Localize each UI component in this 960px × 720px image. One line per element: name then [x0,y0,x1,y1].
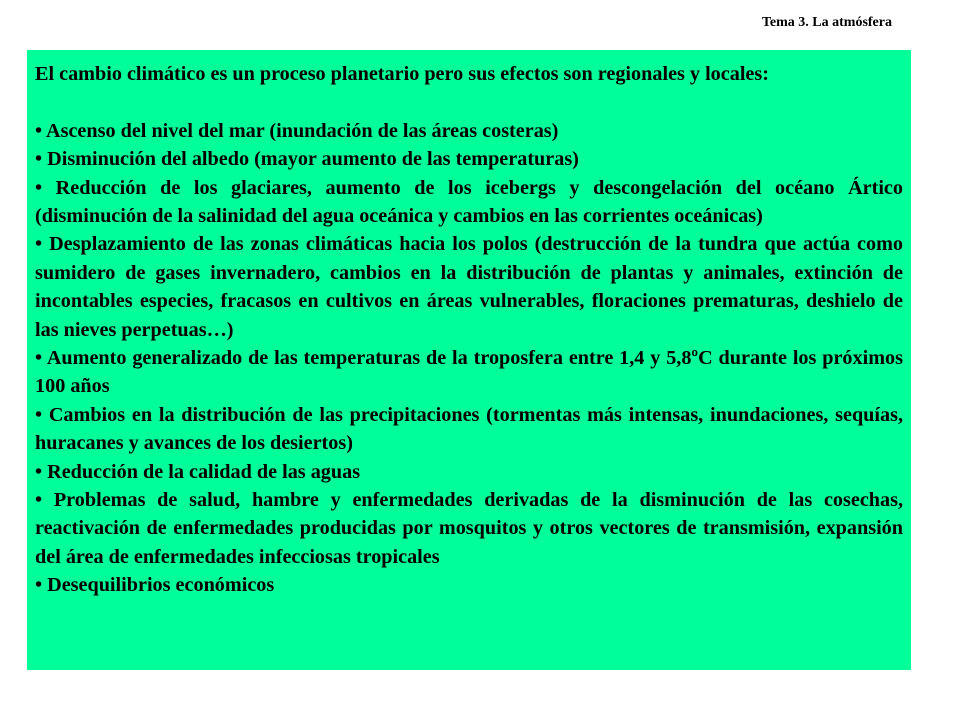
page-header-title: Tema 3. La atmósfera [761,15,892,30]
content-panel [27,50,911,670]
list-item [35,344,903,401]
effects-list [35,117,903,600]
list-item [35,486,903,571]
list-item [35,458,903,486]
list-item-text: Desequilibrios económicos [47,574,275,597]
bullet-icon: • [35,233,43,256]
bullet-icon: • [35,574,43,597]
bullet-icon: • [35,148,43,171]
bullet-icon: • [35,403,43,426]
list-item-text: Cambios en la distribución de las precipitaciones (tormentas más intensas, inundaciones, sequías, huracanes y avances de los desiertos) [35,403,903,455]
bullet-icon: • [35,176,43,199]
bullet-icon: • [35,460,43,483]
list-item-text: Disminución del albedo (mayor aumento de las temperaturas) [47,148,579,171]
list-item [35,230,903,344]
list-item-text: Reducción de los glaciares, aumento de los icebergs y descongelación del océano Ártico (disminución de la salinidad del agua oceánica y cambios en las corrientes oceánicas) [35,176,903,228]
list-item-text: Desplazamiento de las zonas climáticas hacia los polos (destrucción de la tundra que actúa como sumidero de gases invernadero, cambios en la distribución de plantas y animales, extinción de incontables especies, fracasos en cultivos en áreas vulnerables, floraciones prematuras, deshielo de las nieves perpetuas…) [35,233,904,341]
bullet-icon: • [35,347,43,370]
list-item-text: Aumento generalizado de las temperaturas de la troposfera entre 1,4 y 5,8ºC durante los próximos 100 años [35,347,903,398]
list-item-text: Problemas de salud, hambre y enfermedades derivadas de la disminución de las cosechas, reactivación de enfermedades producidas por mosquitos y otros vectores de transmisión, expansión del área de enfermedades infecciosas tropicales [35,489,904,568]
list-item [35,571,903,599]
list-item [35,401,903,458]
bullet-icon: • [35,489,43,512]
bullet-icon: • [35,119,43,142]
list-item-text: Ascenso del nivel del mar (inundación de las áreas costeras) [46,119,559,142]
list-item [35,117,903,145]
list-item-text: Reducción de la calidad de las aguas [47,460,361,483]
list-item [35,145,903,173]
list-item [35,174,903,231]
intro-paragraph: El cambio climático es un proceso planetario pero sus efectos son regionales y locales: [35,63,769,85]
